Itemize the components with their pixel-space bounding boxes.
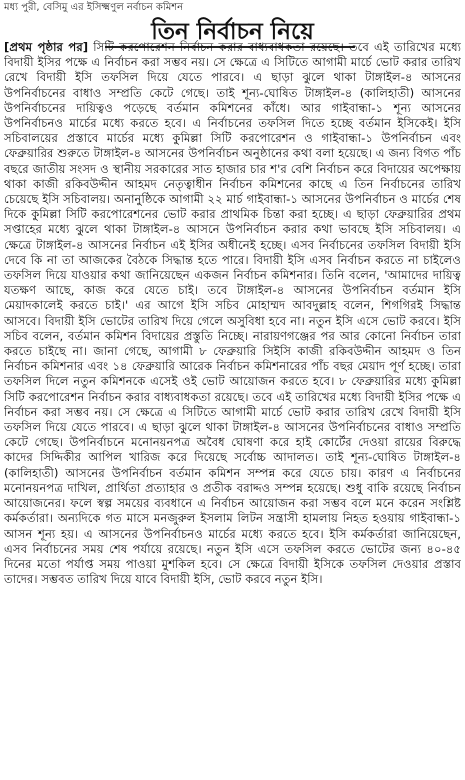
- continued-from-label: [প্রথম পৃষ্ঠার পর]: [4, 40, 89, 54]
- previous-column-fragment: মধ্য পুরী, বেসিমু এর ইসিক্ষ্মণুল নর্বাচন কমিশন: [4, 2, 184, 13]
- article-paragraph: [4, 40, 461, 587]
- article-text: সিটি করপোরেশন নির্বাচন করার বাধ্যবাধকতা রয়েছে। তবে এই তারিখের মধ্যে বিদায়ী ইসির পক্ষে এ নির্বাচন করা সম্ভব নয়। সে ক্ষেত্রে এ সিটিতে আগামী মার্চে ভোট করার তারিখ রেখে বিদায়ী ইসি তফসিল দিয়ে যেতে পারবে। এ ছাড়া ঝুলে থাকা টাঙ্গাইল-৪ আসনের উপনির্বাচনের বাধাও সম্প্রতি কেটে গেছে। তাই শূন্য-ঘোষিত টাঙ্গাইল-৪ (কালিহাতী) আসনের উপনির্বাচনের দায়িত্বও পড়েছে বর্তমান কমিশনের কাঁধে। আর গাইবান্ধা-১ শূন্য আসনের উপনির্বাচনও মার্চের মধ্যে করতে হবে। এ নির্বাচনের তফসিল দিতে হচ্ছে বর্তমান ইসিকেই। ইসি সচিবালয়ের প্রস্তাবে মার্চের মধ্যে কুমিল্লা সিটি করপোরেশন ও গাইবান্ধা-১ উপনির্বাচন এবং ফেব্রুয়ারির শুরুতে টাঙ্গাইল-৪ আসনের উপনির্বাচন অনুষ্ঠানের কথা বলা হয়েছে। এ জন্য বিগত পাঁচ বছরে জাতীয় সংসদ ও স্থানীয় সরকারের সাত হাজার চার শ'র বেশি নির্বাচন করে বিদায়ের অপেক্ষায় থাকা কাজী রকিবউদ্দীন আহমদ নেতৃত্বাধীন নির্বাচন কমিশনের কাছে এ তিন নির্বাচনের তারিখ চেয়েছে ইসি সচিবালয়। অনানুষ্ঠিকে আগামী ২২ মার্চ গাইবান্ধা-১ আসনের উপনির্বাচন ও মার্চের শেষ দিকে কুমিল্লা সিটি করপোরেশনের ভোট করার প্রাথমিক চিন্তা করা হচ্ছে। এ ছাড়া ফেব্রুয়ারির প্রথম সপ্তাহের মধ্যে ঝুলে থাকা টাঙ্গাইল-৪ আসনে উপনির্বাচন করার কথা ভাবছে ইসি সচিবালয়। এ ক্ষেত্রে টাঙ্গাইল-৪ আসনের নির্বাচন এই ইসির অধীনেই হচ্ছে। এসব নির্বাচনের তফসিল বিদায়ী ইসি দেবে কি না তা আজকের বৈঠকে সিদ্ধান্ত হতে পারে। বিদায়ী ইসি এসব নির্বাচন করতে না চাইলেও তফসিল দিয়ে যাওয়ার কথা জানিয়েছেন একজন নির্বাচন কমিশনার। তিনি বলেন, 'আমাদের দায়িত্ব যতক্ষণ আছে, কাজ করে যেতে চাই। তবে টাঙ্গাইল-৪ আসনের উপনির্বাচন বর্তমান ইসি মেয়াদকালেই করতে চাই।' এর আগে ইসি সচিব মোহাম্মদ আবদুল্লাহ বলেন, শিগগিরই সিদ্ধান্ত আসবে। বিদায়ী ইসি ভোটের তারিখ দিয়ে গেলে অসুবিধা হবে না। নতুন ইসি এসে ভোট করবে। ইসি সচিব বলেন, বর্তমান কমিশন বিদায়ের প্রস্তুতি নিচ্ছে। নারায়ণগঞ্জের পর আর কোনো নির্বাচন তারা করতে চাইছে না। জানা গেছে, আগামী ৮ ফেব্রুয়ারি সিইসি কাজী রকিবউদ্দীন আহমদ ও তিন নির্বাচন কমিশনার এবং ১৪ ফেব্রুয়ারি আরেক নির্বাচন কমিশনারের পাঁচ বছর মেয়াদ পূর্ণ হচ্ছে। তারা তফসিল দিলে নতুন কমিশনকে এসেই ওই ভোট আয়োজন করতে হবে। ৮ ফেব্রুয়ারির মধ্যে কুমিল্লা সিটি করপোরেশন নির্বাচন করার বাধ্যবাধকতা রয়েছে। তবে এই তারিখের মধ্যে বিদায়ী ইসির পক্ষে এ নির্বাচন করা সম্ভব নয়। সে ক্ষেত্রে এ সিটিতে আগামী মার্চে ভোট করার তারিখ রেখে বিদায়ী ইসি তফসিল দিয়ে যেতে পারবে। এ ছাড়া ঝুলে থাকা টাঙ্গাইল-৪ আসনের উপনির্বাচনের বাধাও সম্প্রতি কেটে গেছে। উপনির্বাচনে মনোনয়নপত্র অবৈধ ঘোষণা করে হাই কোর্টের দেওয়া রায়ের বিরুদ্ধে কাদের সিদ্দিকীর আপিল খারিজ করে দিয়েছে সর্বোচ্চ আদালত। তাই শূন্য-ঘোষিত টাঙ্গাইল-৪ (কালিহাতী) আসনের উপনির্বাচন বর্তমান কমিশন সম্পন্ন করে যেতে চায়। কারণ এ নির্বাচনের মনোনয়নপত্র দাখিল, প্রার্থিতা প্রত্যাহার ও প্রতীক বরাদ্দও সম্পন্ন হয়েছে। শুধু বাকি রয়েছে নির্বাচন আয়োজনের। ফলে স্বল্প সময়ের ব্যবধানে এ নির্বাচন আয়োজন করা সম্ভব বলে মনে করেন সংশ্লিষ্ট কর্মকর্তারা। অন্যদিকে গত মাসে মনজুরুল ইসলাম লিটন সন্ত্রাসী হামলায় নিহত হওয়ায় গাইবান্ধা-১ আসন শূন্য হয়। এ আসনের উপনির্বাচনও মার্চের মধ্যে করতে হবে। ইসি কর্মকর্তারা জানিয়েছেন, এসব নির্বাচনের সময় শেষ পর্যায়ে রয়েছে। নতুন ইসি এসে তফসিল করতে ভোটের জন্য ৪০-৪৫ দিনের মতো পর্যাপ্ত সময় পাওয়া মুশকিল হবে। সে ক্ষেত্রে বিদায়ী ইসিকে তফসিল দেওয়ার প্রস্তাব তাদের। সম্ভবত তারিখ দিয়ে যাবে বিদায়ী ইসি, ভোট করবে নতুন ইসি।: [4, 40, 461, 587]
- headline: তিন নির্বাচন নিয়ে: [151, 18, 314, 45]
- article-body: [4, 40, 461, 776]
